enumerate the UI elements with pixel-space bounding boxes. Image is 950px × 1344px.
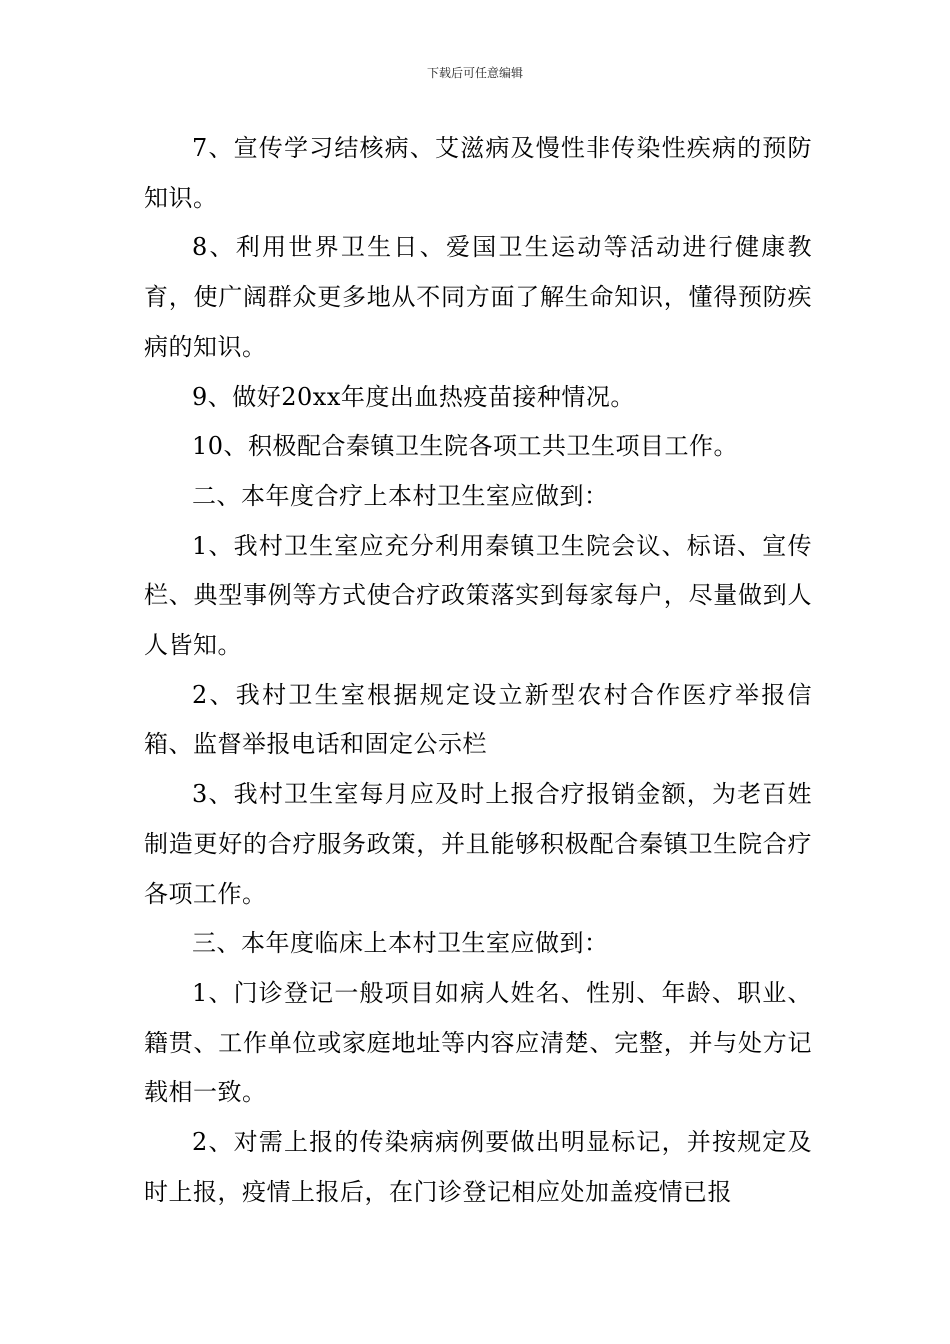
paragraph-coop-2: 2、我村卫生室根据规定设立新型农村合作医疗举报信箱、监督举报电话和固定公示栏 <box>144 680 812 759</box>
paragraph-item-8: 8、利用世界卫生日、爱国卫生运动等活动进行健康教育，使广阔群众更多地从不同方面了解生命知识，懂得预防疾病的知识。 <box>144 233 812 361</box>
document-body <box>144 124 812 1217</box>
paragraph-coop-1: 1、我村卫生室应充分利用秦镇卫生院会议、标语、宣传栏、典型事例等方式使合疗政策落实到每家每户，尽量做到人人皆知。 <box>144 531 812 660</box>
paragraph-item-10: 10、积极配合秦镇卫生院各项工共卫生项目工作。 <box>192 432 739 461</box>
paragraph-clinical-2: 2、对需上报的传染病病例要做出明显标记，并按规定及时上报，疫情上报后，在门诊登记相应处加盖疫情已报 <box>144 1128 812 1206</box>
paragraph-item-7: 7、宣传学习结核病、艾滋病及慢性非传染性疾病的预防知识。 <box>144 134 812 212</box>
page-header-note: 下载后可任意编辑 <box>426 66 523 80</box>
paragraph-item-9: 9、做好20xx年度出血热疫苗接种情况。 <box>192 382 635 411</box>
paragraph-coop-3: 3、我村卫生室每月应及时上报合疗报销金额，为老百姓制造更好的合疗服务政策，并且能够积极配合秦镇卫生院合疗各项工作。 <box>144 780 812 908</box>
section-heading-2: 二、本年度合疗上本村卫生室应做到： <box>192 481 609 510</box>
paragraph-clinical-1: 1、门诊登记一般项目如病人姓名、性别、年龄、职业、籍贯、工作单位或家庭地址等内容应清楚、完整，并与处方记载相一致。 <box>144 978 812 1107</box>
section-heading-3: 三、本年度临床上本村卫生室应做到： <box>192 929 609 958</box>
